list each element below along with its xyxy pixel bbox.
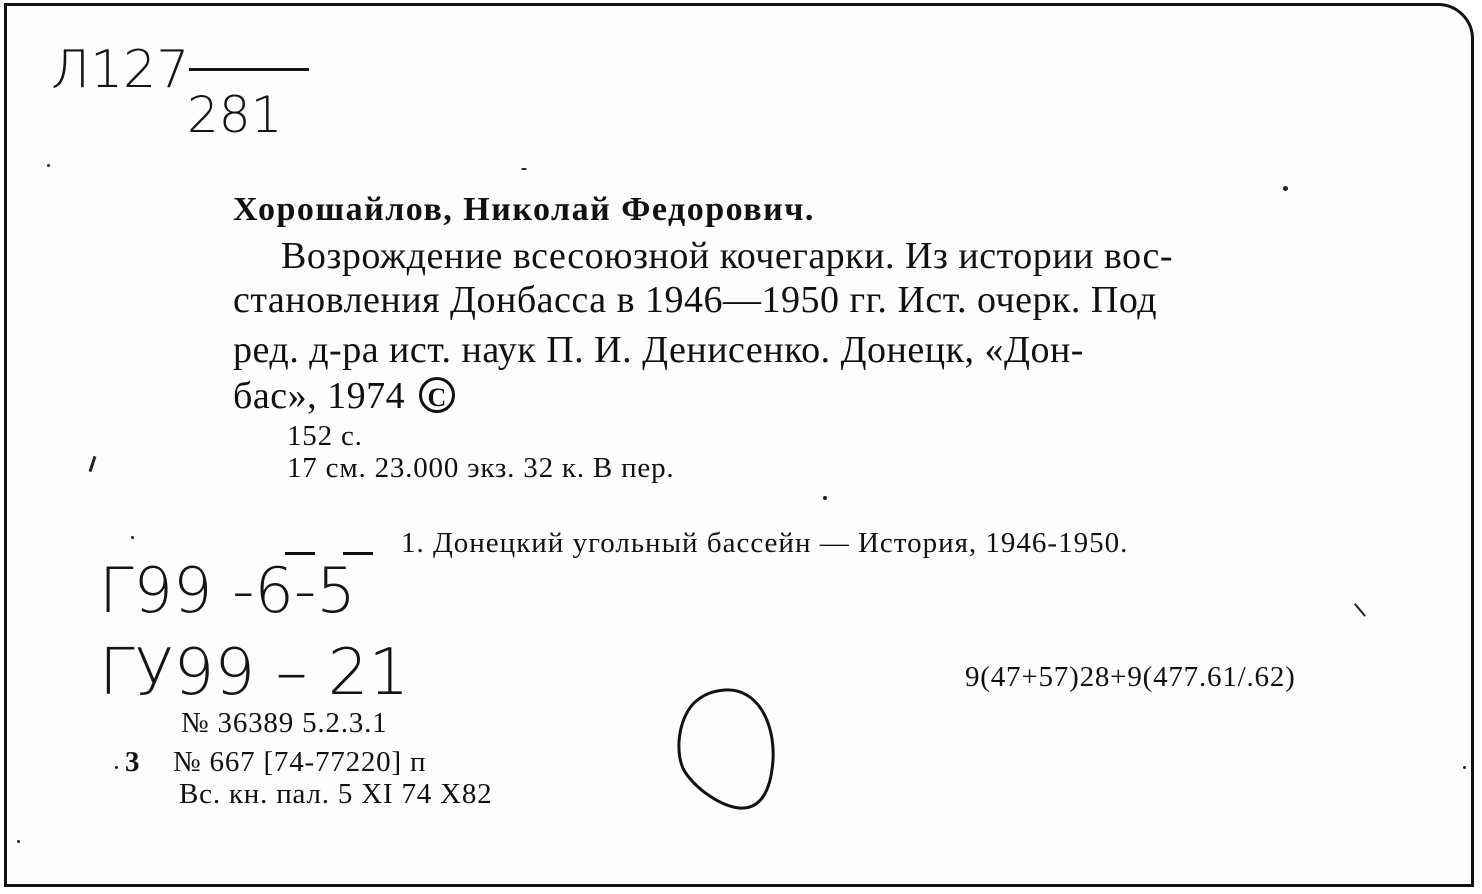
title-line-3: ред. д-ра ист. наук П. И. Денисенко. Донецк, «Дон- — [233, 329, 1084, 371]
chamber-stamp: Вс. кн. пал. 5 XI 74 Х82 — [179, 778, 493, 810]
speck — [1283, 186, 1288, 191]
speck — [47, 164, 50, 167]
record-prefix: 3 — [125, 746, 141, 778]
imprint-text: бас», 1974 — [233, 375, 406, 417]
physical-description: 17 см. 23.000 экз. 32 к. В пер. — [287, 452, 675, 484]
classification-index: 9(47+57)28+9(477.61/.62) — [965, 661, 1296, 693]
copyright-icon: C — [419, 377, 455, 413]
speck — [131, 536, 134, 539]
record-number: № 36389 5.2.3.1 — [181, 707, 388, 739]
punch-hole-outline — [667, 682, 787, 822]
author-heading: Хорошайлов, Николай Федорович. — [233, 191, 815, 228]
catalog-card — [4, 3, 1474, 887]
pages: 152 с. — [287, 420, 363, 452]
shelfmark-prefix: Л127 — [51, 40, 190, 100]
title-line-4 — [233, 374, 455, 418]
speck — [823, 496, 827, 500]
speck — [521, 168, 527, 170]
subject-heading: 1. Донецкий угольный бассейн — История, 1946-1950. — [401, 527, 1129, 559]
handwritten-code-1: Г99 -6-5 — [99, 554, 356, 627]
title-line-1: Возрождение всесоюзной кочегарки. Из истории вос- — [281, 235, 1174, 277]
speck — [17, 840, 20, 843]
handwritten-code-2: ГУ99 – 21 — [99, 636, 410, 710]
speck — [1354, 603, 1366, 617]
title-line-2: становления Донбасса в 1946—1950 гг. Ист. очерк. Под — [233, 279, 1158, 321]
speck — [115, 766, 118, 769]
speck — [89, 456, 97, 472]
shelfmark-denominator: 281 — [187, 86, 283, 144]
order-number: № 667 [74-77220] п — [173, 746, 427, 778]
shelfmark-fraction-bar — [189, 68, 309, 71]
speck — [1463, 766, 1466, 769]
shelfmark — [51, 40, 189, 100]
